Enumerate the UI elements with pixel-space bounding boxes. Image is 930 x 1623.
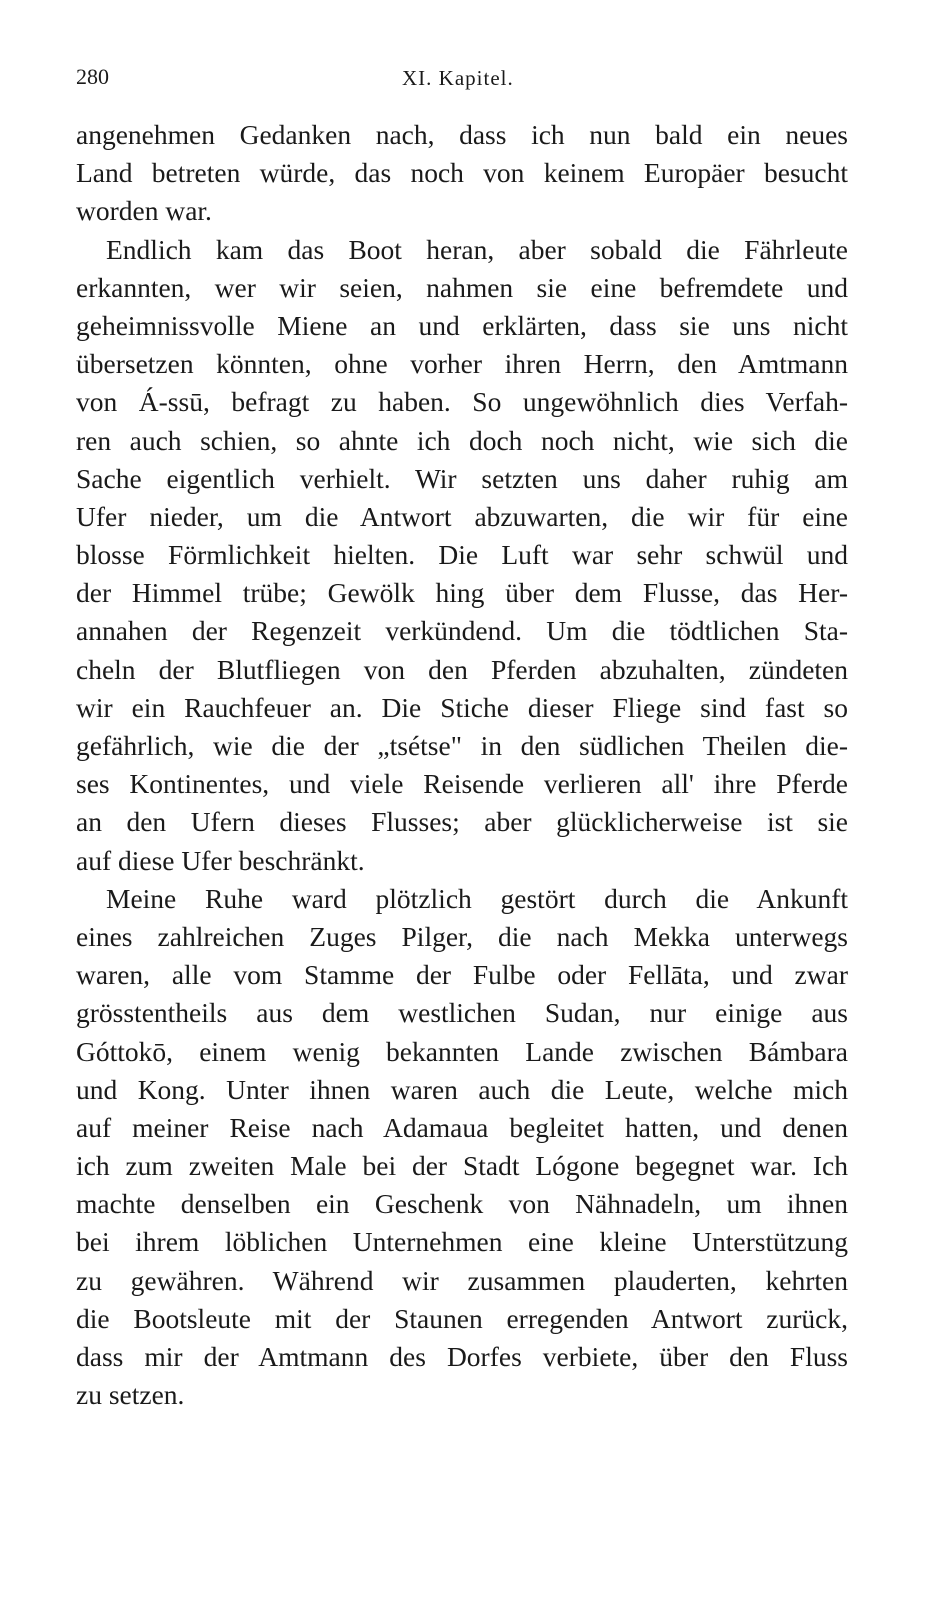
text-line: gefährlich, wie die der „tsétse" in den südlichen Theilen die-	[76, 730, 848, 761]
text-line: Sache eigentlich verhielt. Wir setzten uns daher ruhig am	[76, 462, 848, 494]
text-line: wir ein Rauchfeuer an. Die Stiche dieser Fliege sind fast so	[76, 691, 848, 723]
text-line: übersetzen könnten, ohne vorher ihren Herrn, den Amtmann	[76, 348, 848, 380]
text-line: waren, alle vom Stamme der Fulbe oder Fellāta, und zwar	[76, 959, 848, 991]
text-line: und Kong. Unter ihnen waren auch die Leute, welche mich	[76, 1073, 848, 1105]
text-line: Land betreten würde, das noch von keinem Europäer besucht	[76, 157, 848, 189]
paragraph-start-line: Endlich kam das Boot heran, aber sobald die Fährleute	[106, 233, 848, 265]
text-line: dass mir der Amtmann des Dorfes verbiete, über den Fluss	[76, 1341, 848, 1372]
chapter-heading: XI. Kapitel.	[402, 66, 514, 90]
text-line: eines zahlreichen Zuges Pilger, die nach Mekka unterwegs	[76, 920, 848, 952]
page-number: 280	[76, 64, 109, 89]
text-line: ren auch schien, so ahnte ich doch noch nicht, wie sich die	[76, 424, 848, 456]
body-text	[76, 116, 848, 1414]
text-line: ich zum zweiten Male bei der Stadt Lógone begegnet war. Ich	[76, 1150, 848, 1182]
page-header	[76, 64, 846, 98]
text-line: die Bootsleute mit der Staunen erregenden Antwort zurück,	[76, 1302, 848, 1334]
text-line: Ufer nieder, um die Antwort abzuwarten, die wir für eine	[76, 500, 848, 532]
text-line: cheln der Blutfliegen von den Pferden abzuhalten, zündeten	[76, 653, 848, 685]
text-line: auf diese Ufer beschränkt.	[76, 844, 365, 876]
text-line: blosse Förmlichkeit hielten. Die Luft war sehr schwül und	[76, 539, 848, 571]
text-line: zu setzen.	[76, 1379, 185, 1411]
text-line: an den Ufern dieses Flusses; aber glücklicherweise ist sie	[76, 806, 848, 838]
text-line: erkannten, wer wir seien, nahmen sie eine befremdete und	[76, 271, 848, 303]
paragraph-start-line: Meine Ruhe ward plötzlich gestört durch die Ankunft	[106, 882, 848, 914]
text-line: der Himmel trübe; Gewölk hing über dem Flusse, das Her-	[76, 577, 848, 609]
text-line: auf meiner Reise nach Adamaua begleitet hatten, und denen	[76, 1111, 848, 1143]
text-line: geheimnissvolle Miene an und erklärten, dass sie uns nicht	[76, 309, 848, 341]
text-line: von Á-ssū, befragt zu haben. So ungewöhnlich dies Verfah-	[76, 386, 848, 418]
text-line: annahen der Regenzeit verkündend. Um die tödtlichen Sta-	[76, 615, 848, 647]
text-line: Góttokō, einem wenig bekannten Lande zwischen Bámbara	[76, 1035, 848, 1067]
text-line: ses Kontinentes, und viele Reisende verlieren all' ihre Pferde	[76, 768, 848, 800]
text-line: worden war.	[76, 195, 212, 227]
text-line: zu gewähren. Während wir zusammen plauderten, kehrten	[76, 1264, 848, 1296]
text-line: angenehmen Gedanken nach, dass ich nun bald ein neues	[76, 119, 848, 150]
text-line: bei ihrem löblichen Unternehmen eine kleine Unterstützung	[76, 1226, 848, 1258]
text-line: machte denselben ein Geschenk von Nähnadeln, um ihnen	[76, 1188, 848, 1220]
text-line: grösstentheils aus dem westlichen Sudan, nur einige aus	[76, 997, 848, 1029]
